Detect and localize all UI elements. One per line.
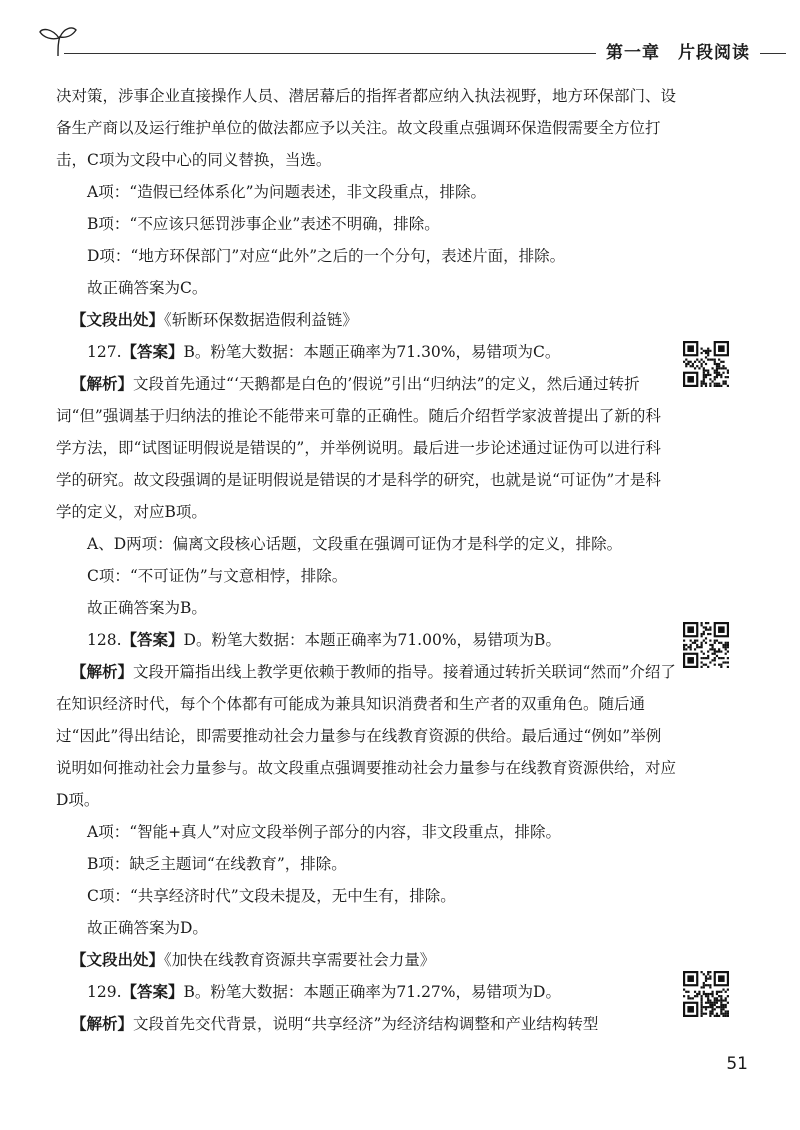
qr-code-icon[interactable] (683, 622, 729, 668)
answer-line-128 (56, 624, 676, 656)
page-header (0, 0, 800, 70)
analysis-text: 文段开篇指出线上教学更依赖于教师的指导。接着通过转折关联词“然而”介绍了在知识经济时代，每个个体都有可能成为兼具知识消费者和生产者的双重角色。随后通过“因此”得出结论，即需要推动社会力量参与在线教育资源的供给。最后通过“例如”举例说明如何推动社会力量参与。故文段重点强调要推动社会力量参与在线教育资源供给，对应D项。 (56, 663, 677, 809)
answer-label: 【答案】 (121, 630, 184, 649)
answer-text: B。粉笔大数据：本题正确率为71.27%，易错项为D。 (183, 983, 561, 1001)
conclusion: 故正确答案为D。 (87, 919, 208, 937)
paragraph: 故正确答案为C。 (87, 279, 208, 297)
source-line (56, 944, 676, 976)
answer-text: B。粉笔大数据：本题正确率为71.30%，易错项为C。 (183, 343, 561, 361)
analysis-text: 文段首先交代背景，说明“共享经济”为经济结构调整和产业结构转型 (133, 1015, 599, 1033)
question-number: 127. (87, 343, 122, 361)
analysis-label: 【解析】 (71, 662, 134, 681)
option-note: C项：“共享经济时代”文段未提及，无中生有，排除。 (87, 887, 456, 905)
question-number: 128. (87, 631, 122, 649)
analysis-label: 【解析】 (71, 1014, 134, 1033)
answer-line-129 (56, 976, 676, 1008)
source-text: 《斩断环保数据造假利益链》 (164, 311, 358, 329)
question-number: 129. (87, 983, 122, 1001)
answer-label: 【答案】 (121, 982, 184, 1001)
analysis-127 (56, 368, 676, 528)
chapter-number: 第一章 (606, 43, 660, 63)
paragraph: A项：“造假已经体系化”为问题表述，非文段重点，排除。 (87, 183, 487, 201)
answer-label: 【答案】 (121, 342, 184, 361)
source-label: 【文段出处】 (71, 950, 165, 969)
main-content (56, 80, 676, 1040)
paragraph: D项：“地方环保部门”对应“此外”之后的一个分句，表述片面，排除。 (87, 247, 566, 265)
source-label: 【文段出处】 (71, 310, 165, 329)
source-text: 《加快在线教育资源共享需要社会力量》 (164, 951, 436, 969)
analysis-text: 文段首先通过“‘天鹅都是白色的’假说”引出“归纳法”的定义，然后通过转折词“但”强调基于归纳法的推论不能带来可靠的正确性。随后介绍哲学家波普提出了新的科学方法，即“试图证明假说是错误的”，并举例说明。最后进一步论述通过证伪可以进行科学的研究。故文段强调的是证明假说是错误的才是科学的研究，也就是说“可证伪”才是科学的定义，对应B项。 (56, 375, 661, 521)
answer-line-127 (56, 336, 676, 368)
qr-code-icon[interactable] (683, 971, 729, 1017)
option-note: C项：“不可证伪”与文意相悖，排除。 (87, 567, 348, 585)
option-note: B项：缺乏主题词“在线教育”，排除。 (87, 855, 347, 873)
analysis-label: 【解析】 (71, 374, 134, 393)
answer-text: D。粉笔大数据：本题正确率为71.00%，易错项为B。 (183, 631, 561, 649)
analysis-128 (56, 656, 676, 816)
option-note: A、D两项：偏离文段核心话题，文段重在强调可证伪才是科学的定义，排除。 (87, 535, 623, 553)
chapter-title (596, 38, 760, 63)
paragraph: 决对策，涉事企业直接操作人员、潜居幕后的指挥者都应纳入执法视野，地方环保部门、设备生产商以及运行维护单位的做法都应予以关注。故文段重点强调环保造假需要全方位打击，C项为文段中心的同义替换，当选。 (56, 87, 677, 169)
analysis-129 (56, 1008, 676, 1040)
source-line (56, 304, 676, 336)
conclusion: 故正确答案为B。 (87, 599, 207, 617)
page-number: 51 (726, 1054, 748, 1074)
section-title: 片段阅读 (678, 43, 750, 63)
option-note: A项：“智能+真人”对应文段举例子部分的内容，非文段重点，排除。 (87, 823, 562, 841)
qr-code-icon[interactable] (683, 341, 729, 387)
paragraph: B项：“不应该只惩罚涉事企业”表述不明确，排除。 (87, 215, 440, 233)
